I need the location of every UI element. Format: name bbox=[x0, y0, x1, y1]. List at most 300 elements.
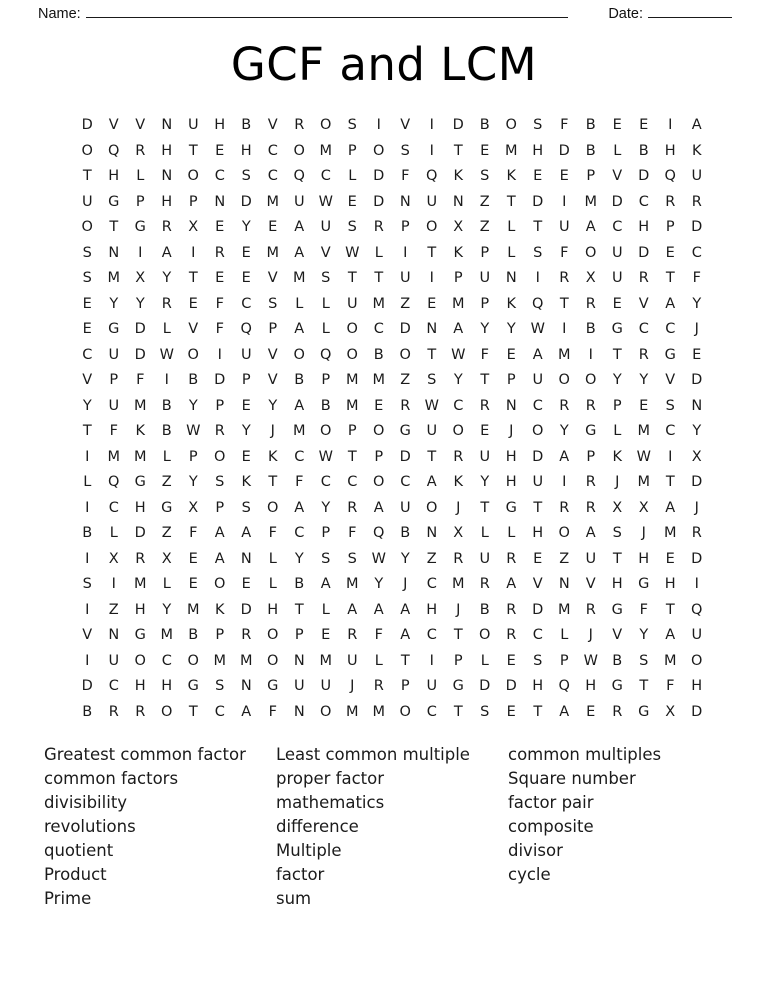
word-search-cell[interactable]: S bbox=[665, 397, 675, 414]
word-search-cell[interactable]: M bbox=[372, 703, 385, 720]
word-search-cell[interactable]: C bbox=[108, 499, 119, 516]
word-search-cell[interactable]: G bbox=[505, 499, 517, 516]
word-search-cell[interactable]: S bbox=[347, 117, 357, 133]
word-search-cell[interactable]: R bbox=[373, 678, 384, 694]
word-search-cell[interactable]: H bbox=[134, 499, 146, 516]
word-search-cell[interactable]: A bbox=[373, 499, 384, 516]
word-list-item[interactable]: Prime bbox=[44, 889, 92, 908]
word-search-cell[interactable]: O bbox=[293, 346, 305, 363]
word-search-cell[interactable]: M bbox=[133, 576, 147, 592]
word-search-cell[interactable]: L bbox=[507, 244, 516, 261]
word-search-cell[interactable]: B bbox=[479, 117, 490, 133]
word-search-cell[interactable]: L bbox=[560, 627, 569, 643]
word-search-cell[interactable]: F bbox=[295, 474, 304, 490]
word-search-cell[interactable]: V bbox=[135, 117, 146, 133]
word-search-cell[interactable]: H bbox=[664, 142, 676, 159]
word-search-cell[interactable]: F bbox=[109, 423, 118, 439]
word-search-cell[interactable]: E bbox=[188, 550, 198, 567]
word-search-cell[interactable]: Y bbox=[82, 397, 92, 414]
word-search-cell[interactable]: R bbox=[638, 346, 649, 363]
word-search-cell[interactable]: T bbox=[453, 703, 463, 720]
word-search-cell[interactable]: Y bbox=[188, 397, 198, 414]
word-search-cell[interactable]: A bbox=[585, 219, 596, 235]
word-search-cell[interactable]: F bbox=[136, 372, 145, 388]
word-search-cell[interactable]: G bbox=[187, 678, 199, 694]
word-search-cell[interactable]: A bbox=[400, 601, 411, 618]
word-search-cell[interactable]: F bbox=[215, 295, 224, 312]
word-list-item[interactable]: proper factor bbox=[276, 769, 384, 788]
word-search-cell[interactable]: Y bbox=[321, 499, 331, 516]
word-search-cell[interactable]: A bbox=[400, 627, 411, 643]
word-search-cell[interactable]: B bbox=[585, 117, 596, 133]
word-search-cell[interactable]: J bbox=[403, 576, 408, 592]
word-search-cell[interactable]: I bbox=[562, 193, 567, 210]
word-search-cell[interactable]: Z bbox=[161, 525, 172, 541]
word-search-cell[interactable]: N bbox=[108, 244, 120, 261]
word-search-cell[interactable]: C bbox=[400, 474, 411, 490]
word-search-cell[interactable]: V bbox=[108, 117, 119, 133]
word-search-cell[interactable]: R bbox=[161, 295, 172, 312]
word-search-cell[interactable]: W bbox=[371, 550, 386, 567]
word-search-cell[interactable]: D bbox=[134, 321, 146, 337]
word-search-cell[interactable]: W bbox=[186, 423, 201, 439]
word-search-cell[interactable]: C bbox=[320, 168, 331, 184]
word-search-cell[interactable]: V bbox=[267, 372, 278, 388]
word-search-cell[interactable]: O bbox=[320, 117, 332, 133]
word-search-cell[interactable]: C bbox=[638, 193, 649, 210]
word-search-cell[interactable]: U bbox=[691, 168, 703, 184]
word-search-cell[interactable]: M bbox=[319, 142, 332, 159]
word-search-cell[interactable]: E bbox=[612, 117, 622, 133]
word-search-cell[interactable]: E bbox=[639, 117, 649, 133]
word-search-cell[interactable]: E bbox=[82, 321, 92, 337]
word-search-cell[interactable]: V bbox=[267, 117, 278, 133]
word-search-cell[interactable]: D bbox=[214, 372, 226, 388]
word-search-cell[interactable]: Y bbox=[480, 474, 490, 490]
word-search-cell[interactable]: V bbox=[612, 168, 623, 184]
word-search-cell[interactable]: I bbox=[668, 117, 673, 133]
word-search-cell[interactable]: O bbox=[452, 423, 464, 439]
word-search-cell[interactable]: K bbox=[214, 601, 225, 618]
word-search-cell[interactable]: M bbox=[372, 295, 385, 312]
word-search-cell[interactable]: Z bbox=[479, 193, 490, 210]
word-search-cell[interactable]: L bbox=[480, 652, 489, 669]
word-search-cell[interactable]: D bbox=[691, 550, 703, 567]
word-search-cell[interactable]: O bbox=[161, 703, 173, 720]
word-search-cell[interactable]: N bbox=[161, 168, 173, 184]
word-search-cell[interactable]: F bbox=[560, 117, 569, 133]
word-search-cell[interactable]: X bbox=[135, 270, 146, 286]
word-search-cell[interactable]: L bbox=[295, 295, 304, 312]
word-search-cell[interactable]: R bbox=[612, 703, 623, 720]
word-search-cell[interactable]: Q bbox=[373, 525, 385, 541]
word-search-cell[interactable]: M bbox=[186, 601, 200, 618]
word-search-cell[interactable]: Y bbox=[692, 295, 702, 312]
word-search-cell[interactable]: K bbox=[612, 448, 622, 465]
word-search-cell[interactable]: O bbox=[532, 423, 544, 439]
word-search-cell[interactable]: M bbox=[266, 244, 279, 261]
word-search-cell[interactable]: H bbox=[664, 576, 676, 592]
word-search-cell[interactable]: N bbox=[426, 525, 438, 541]
word-search-cell[interactable]: P bbox=[400, 219, 410, 235]
word-search-cell[interactable]: T bbox=[533, 499, 543, 516]
word-search-cell[interactable]: W bbox=[345, 244, 360, 261]
word-search-cell[interactable]: R bbox=[347, 627, 358, 643]
word-search-cell[interactable]: C bbox=[426, 703, 437, 720]
word-search-cell[interactable]: M bbox=[451, 576, 465, 592]
word-list-item[interactable]: quotient bbox=[44, 841, 114, 860]
word-list-item[interactable]: sum bbox=[276, 889, 312, 908]
word-search-cell[interactable]: B bbox=[161, 423, 172, 439]
word-search-cell[interactable]: I bbox=[138, 244, 143, 261]
word-search-cell[interactable]: R bbox=[135, 703, 146, 720]
word-search-cell[interactable]: P bbox=[506, 372, 516, 388]
word-search-cell[interactable]: A bbox=[294, 219, 305, 235]
word-search-cell[interactable]: K bbox=[506, 295, 516, 312]
word-search-cell[interactable]: C bbox=[161, 652, 172, 669]
word-search-cell[interactable]: Y bbox=[241, 423, 251, 439]
word-search-cell[interactable]: H bbox=[161, 678, 173, 694]
word-search-cell[interactable]: A bbox=[320, 576, 331, 592]
word-search-cell[interactable]: N bbox=[452, 193, 464, 210]
word-search-cell[interactable]: T bbox=[665, 601, 675, 618]
word-search-cell[interactable]: R bbox=[559, 270, 570, 286]
word-search-cell[interactable]: O bbox=[187, 346, 199, 363]
word-search-cell[interactable]: U bbox=[108, 346, 120, 363]
word-search-cell[interactable]: M bbox=[584, 193, 597, 210]
word-search-cell[interactable]: P bbox=[586, 448, 596, 465]
word-search-cell[interactable]: Y bbox=[162, 601, 172, 618]
word-search-cell[interactable]: T bbox=[453, 627, 463, 643]
word-search-cell[interactable]: W bbox=[583, 652, 598, 669]
word-search-cell[interactable]: M bbox=[107, 448, 120, 465]
word-search-cell[interactable]: Y bbox=[692, 423, 702, 439]
word-search-cell[interactable]: A bbox=[294, 244, 305, 261]
word-search-cell[interactable]: G bbox=[399, 423, 411, 439]
word-search-cell[interactable]: D bbox=[691, 219, 703, 235]
word-search-cell[interactable]: S bbox=[215, 474, 225, 490]
word-search-cell[interactable]: D bbox=[240, 601, 252, 618]
word-search-cell[interactable]: O bbox=[479, 627, 491, 643]
word-search-cell[interactable]: Y bbox=[453, 372, 463, 388]
word-search-cell[interactable]: D bbox=[691, 372, 703, 388]
word-search-cell[interactable]: R bbox=[585, 397, 596, 414]
word-search-cell[interactable]: Q bbox=[426, 168, 438, 184]
word-search-cell[interactable]: U bbox=[293, 678, 305, 694]
word-search-cell[interactable]: Z bbox=[400, 372, 411, 388]
word-list-item[interactable]: factor bbox=[276, 865, 325, 884]
word-search-cell[interactable]: G bbox=[134, 219, 146, 235]
word-search-cell[interactable]: E bbox=[665, 244, 675, 261]
word-search-cell[interactable]: R bbox=[135, 550, 146, 567]
word-list-item[interactable]: Product bbox=[44, 865, 107, 884]
word-search-cell[interactable]: Q bbox=[108, 142, 120, 159]
word-search-cell[interactable]: I bbox=[588, 346, 593, 363]
word-search-cell[interactable]: M bbox=[345, 372, 359, 388]
word-search-cell[interactable]: Y bbox=[135, 295, 145, 312]
word-search-cell[interactable]: S bbox=[82, 244, 92, 261]
word-list-item[interactable]: common multiples bbox=[508, 745, 662, 764]
word-search-cell[interactable]: A bbox=[294, 397, 305, 414]
word-search-cell[interactable]: U bbox=[81, 193, 93, 210]
word-search-cell[interactable]: P bbox=[215, 397, 225, 414]
word-search-cell[interactable]: B bbox=[479, 601, 490, 618]
word-search-cell[interactable]: P bbox=[321, 525, 331, 541]
word-search-cell[interactable]: V bbox=[638, 295, 649, 312]
word-search-cell[interactable]: V bbox=[82, 627, 93, 643]
word-search-cell[interactable]: U bbox=[346, 295, 358, 312]
word-search-cell[interactable]: H bbox=[532, 142, 544, 159]
word-search-cell[interactable]: N bbox=[505, 397, 517, 414]
word-search-cell[interactable]: G bbox=[108, 321, 120, 337]
word-search-cell[interactable]: F bbox=[374, 627, 383, 643]
word-search-cell[interactable]: E bbox=[241, 576, 251, 592]
word-search-cell[interactable]: S bbox=[82, 270, 92, 286]
word-search-cell[interactable]: W bbox=[451, 346, 466, 363]
word-search-cell[interactable]: G bbox=[611, 601, 623, 618]
word-search-cell[interactable]: T bbox=[400, 652, 410, 669]
word-search-cell[interactable]: E bbox=[427, 295, 437, 312]
word-search-cell[interactable]: Y bbox=[639, 372, 649, 388]
word-search-cell[interactable]: C bbox=[320, 474, 331, 490]
word-search-cell[interactable]: Y bbox=[400, 550, 410, 567]
word-search-cell[interactable]: E bbox=[480, 423, 490, 439]
word-search-cell[interactable]: M bbox=[504, 142, 518, 159]
word-search-cell[interactable]: V bbox=[267, 346, 278, 363]
word-search-cell[interactable]: U bbox=[532, 474, 544, 490]
word-search-cell[interactable]: O bbox=[187, 652, 199, 669]
word-search-cell[interactable]: S bbox=[533, 652, 543, 669]
word-search-cell[interactable]: C bbox=[347, 474, 358, 490]
word-search-cell[interactable]: R bbox=[135, 142, 146, 159]
word-search-cell[interactable]: N bbox=[399, 193, 411, 210]
word-search-cell[interactable]: T bbox=[82, 423, 92, 439]
word-search-cell[interactable]: I bbox=[668, 448, 673, 465]
word-search-cell[interactable]: D bbox=[691, 474, 703, 490]
word-search-cell[interactable]: I bbox=[562, 321, 567, 337]
word-search-cell[interactable]: Q bbox=[108, 474, 120, 490]
word-search-cell[interactable]: F bbox=[560, 244, 569, 261]
word-search-cell[interactable]: D bbox=[134, 346, 146, 363]
word-search-cell[interactable]: Y bbox=[480, 321, 490, 337]
word-search-cell[interactable]: T bbox=[82, 168, 92, 184]
word-search-cell[interactable]: U bbox=[611, 244, 623, 261]
word-search-cell[interactable]: S bbox=[321, 550, 331, 567]
word-search-cell[interactable]: R bbox=[506, 627, 517, 643]
word-search-cell[interactable]: I bbox=[562, 474, 567, 490]
word-search-cell[interactable]: R bbox=[638, 270, 649, 286]
word-search-cell[interactable]: O bbox=[373, 423, 385, 439]
word-search-cell[interactable]: U bbox=[320, 219, 332, 235]
word-search-cell[interactable]: E bbox=[506, 703, 516, 720]
word-search-cell[interactable]: U bbox=[399, 499, 411, 516]
word-search-cell[interactable]: H bbox=[214, 117, 226, 133]
word-list-item[interactable]: difference bbox=[276, 817, 359, 836]
word-search-cell[interactable]: R bbox=[214, 423, 225, 439]
word-search-cell[interactable]: O bbox=[373, 142, 385, 159]
word-search-cell[interactable]: O bbox=[346, 346, 358, 363]
word-search-cell[interactable]: U bbox=[479, 550, 491, 567]
word-search-cell[interactable]: R bbox=[585, 499, 596, 516]
word-search-cell[interactable]: K bbox=[453, 168, 463, 184]
word-search-cell[interactable]: E bbox=[215, 219, 225, 235]
word-search-cell[interactable]: A bbox=[691, 117, 702, 133]
word-search-cell[interactable]: J bbox=[509, 423, 514, 439]
word-search-cell[interactable]: D bbox=[373, 193, 385, 210]
word-search-cell[interactable]: T bbox=[188, 703, 198, 720]
word-search-cell[interactable]: A bbox=[294, 321, 305, 337]
word-search-cell[interactable]: U bbox=[532, 372, 544, 388]
word-search-cell[interactable]: B bbox=[82, 703, 93, 720]
word-search-cell[interactable]: R bbox=[479, 397, 490, 414]
word-search-cell[interactable]: C bbox=[612, 219, 623, 235]
word-search-cell[interactable]: K bbox=[453, 474, 463, 490]
word-search-cell[interactable]: O bbox=[558, 525, 570, 541]
word-search-cell[interactable]: T bbox=[612, 550, 622, 567]
word-search-cell[interactable]: K bbox=[267, 448, 278, 465]
word-search-cell[interactable]: D bbox=[240, 193, 252, 210]
word-search-cell[interactable]: L bbox=[321, 295, 330, 312]
word-search-cell[interactable]: B bbox=[320, 397, 331, 414]
word-search-cell[interactable]: K bbox=[691, 142, 702, 159]
word-search-cell[interactable]: R bbox=[585, 601, 596, 618]
word-search-cell[interactable]: Y bbox=[268, 397, 278, 414]
word-search-cell[interactable]: L bbox=[162, 576, 171, 592]
word-search-cell[interactable]: E bbox=[612, 295, 622, 312]
word-search-cell[interactable]: A bbox=[506, 576, 517, 592]
word-search-cell[interactable]: L bbox=[321, 601, 330, 618]
word-search-cell[interactable]: J bbox=[694, 321, 699, 337]
word-search-cell[interactable]: I bbox=[535, 270, 540, 286]
word-search-cell[interactable]: O bbox=[505, 117, 517, 133]
word-search-cell[interactable]: B bbox=[294, 372, 305, 388]
word-search-cell[interactable]: H bbox=[505, 474, 517, 490]
word-search-cell[interactable]: C bbox=[267, 168, 278, 184]
word-search-cell[interactable]: Y bbox=[162, 270, 172, 286]
word-search-cell[interactable]: F bbox=[639, 601, 648, 618]
word-search-cell[interactable]: S bbox=[215, 678, 225, 694]
word-search-cell[interactable]: N bbox=[426, 321, 438, 337]
word-search-cell[interactable]: O bbox=[134, 652, 146, 669]
word-search-cell[interactable]: R bbox=[400, 397, 411, 414]
word-search-cell[interactable]: F bbox=[401, 168, 410, 184]
word-list-item[interactable]: Square number bbox=[508, 769, 636, 788]
word-list-item[interactable]: divisibility bbox=[44, 793, 128, 812]
word-search-cell[interactable]: Y bbox=[294, 550, 304, 567]
word-search-cell[interactable]: R bbox=[585, 474, 596, 490]
word-search-cell[interactable]: U bbox=[426, 193, 438, 210]
word-search-cell[interactable]: G bbox=[664, 346, 676, 363]
word-search-cell[interactable]: H bbox=[691, 678, 703, 694]
word-search-cell[interactable]: O bbox=[320, 703, 332, 720]
word-search-cell[interactable]: O bbox=[320, 423, 332, 439]
word-search-cell[interactable]: W bbox=[424, 397, 439, 414]
word-search-cell[interactable]: M bbox=[266, 193, 279, 210]
word-search-cell[interactable]: B bbox=[400, 525, 411, 541]
word-list-item[interactable]: Least common multiple bbox=[276, 745, 470, 764]
word-search-cell[interactable]: M bbox=[557, 346, 571, 363]
word-search-cell[interactable]: I bbox=[403, 244, 408, 261]
word-search-cell[interactable]: O bbox=[426, 499, 438, 516]
word-search-cell[interactable]: J bbox=[588, 627, 593, 643]
word-search-cell[interactable]: A bbox=[373, 601, 384, 618]
word-search-cell[interactable]: G bbox=[108, 193, 120, 210]
word-search-cell[interactable]: P bbox=[347, 142, 357, 159]
word-list-item[interactable]: factor pair bbox=[508, 793, 594, 812]
word-search-cell[interactable]: S bbox=[241, 168, 251, 184]
word-search-cell[interactable]: H bbox=[638, 550, 650, 567]
word-search-cell[interactable]: W bbox=[636, 448, 651, 465]
word-search-cell[interactable]: K bbox=[135, 423, 145, 439]
word-search-cell[interactable]: I bbox=[429, 117, 434, 133]
word-search-cell[interactable]: E bbox=[347, 193, 357, 210]
word-search-cell[interactable]: H bbox=[161, 193, 173, 210]
word-search-cell[interactable]: Z bbox=[479, 219, 490, 235]
word-search-cell[interactable]: D bbox=[479, 678, 491, 694]
word-search-cell[interactable]: H bbox=[161, 142, 173, 159]
word-search-cell[interactable]: I bbox=[694, 576, 699, 592]
word-search-cell[interactable]: O bbox=[399, 346, 411, 363]
word-search-cell[interactable]: V bbox=[82, 372, 93, 388]
word-search-cell[interactable]: F bbox=[348, 525, 357, 541]
word-search-cell[interactable]: J bbox=[456, 499, 461, 516]
word-search-cell[interactable]: Q bbox=[691, 601, 703, 618]
word-search-cell[interactable]: U bbox=[426, 678, 438, 694]
word-search-cell[interactable]: V bbox=[320, 244, 331, 261]
word-search-cell[interactable]: T bbox=[665, 270, 675, 286]
word-search-cell[interactable]: H bbox=[108, 168, 120, 184]
word-search-cell[interactable]: N bbox=[161, 117, 173, 133]
word-search-cell[interactable]: P bbox=[135, 193, 145, 210]
word-search-cell[interactable]: Q bbox=[240, 321, 252, 337]
word-search-cell[interactable]: T bbox=[347, 270, 357, 286]
word-search-cell[interactable]: L bbox=[162, 448, 171, 465]
word-search-cell[interactable]: A bbox=[665, 627, 676, 643]
word-search-cell[interactable]: U bbox=[558, 219, 570, 235]
word-search-cell[interactable]: O bbox=[691, 652, 703, 669]
word-search-cell[interactable]: J bbox=[615, 474, 620, 490]
word-search-cell[interactable]: D bbox=[373, 168, 385, 184]
word-search-cell[interactable]: Z bbox=[426, 550, 437, 567]
word-search-cell[interactable]: V bbox=[188, 321, 199, 337]
word-search-cell[interactable]: T bbox=[480, 499, 490, 516]
word-search-cell[interactable]: P bbox=[374, 448, 384, 465]
word-search-cell[interactable]: A bbox=[214, 525, 225, 541]
word-search-cell[interactable]: D bbox=[532, 448, 544, 465]
word-search-cell[interactable]: H bbox=[585, 678, 597, 694]
word-search-cell[interactable]: T bbox=[109, 219, 119, 235]
word-search-cell[interactable]: I bbox=[429, 142, 434, 159]
word-search-cell[interactable]: V bbox=[612, 627, 623, 643]
word-search-cell[interactable]: M bbox=[107, 270, 120, 286]
word-search-cell[interactable]: G bbox=[638, 576, 650, 592]
word-search-cell[interactable]: R bbox=[559, 397, 570, 414]
word-search-cell[interactable]: E bbox=[639, 397, 649, 414]
word-search-cell[interactable]: B bbox=[585, 142, 596, 159]
word-search-cell[interactable]: T bbox=[533, 219, 543, 235]
word-search-cell[interactable]: D bbox=[532, 193, 544, 210]
word-search-cell[interactable]: M bbox=[292, 423, 306, 439]
word-search-cell[interactable]: P bbox=[559, 652, 569, 669]
word-search-cell[interactable]: L bbox=[136, 168, 145, 184]
word-search-cell[interactable]: B bbox=[241, 117, 252, 133]
word-search-cell[interactable]: I bbox=[217, 346, 222, 363]
word-list-item[interactable]: Greatest common factor bbox=[44, 745, 246, 764]
word-search-cell[interactable]: S bbox=[347, 219, 357, 235]
word-search-cell[interactable]: L bbox=[321, 321, 330, 337]
word-search-cell[interactable]: N bbox=[505, 270, 517, 286]
word-search-cell[interactable]: T bbox=[188, 270, 198, 286]
